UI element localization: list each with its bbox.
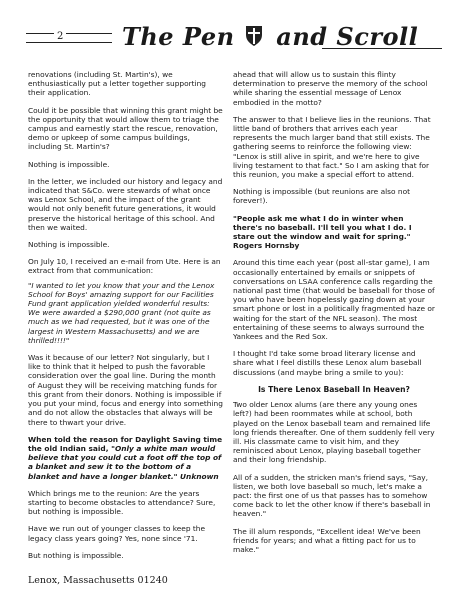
email-quote: "I wanted to let you know that your and the Lenox School for Boys' amazing support for our Facilities Fund grant application yielded wonderful results: We were awarded a $290,000 grant (not quite as much as we had requested, but it was one of the largest in Western Massachusetts) and we are thrilled!!!!" [28, 280, 215, 345]
paragraph: renovations (including St. Martin's), we enthusiastically put a letter together supporting their application. [28, 70, 206, 98]
pull-quote: "People ask me what I do in winter when there's no baseball. I'll tell you what I do. I stare out the window and wait for spring." Rogers Hornsby [233, 213, 412, 251]
footer-address: Lenox, Massachusetts 01240 [28, 575, 168, 586]
paragraph: Two older Lenox alums (are there any young ones left?) had been roommates while at school, both played on the Lenox baseball team and remained life long friends thereafter. One of them suddenly fell very ill. His classmate came to visit him, and they reminisced about Lenox, playing baseball together and their long friendship. [233, 400, 435, 465]
paragraph: Nothing is impossible. [28, 240, 110, 250]
paragraph: The answer to that I believe lies in the reunions. That little band of brothers that arrives each year represents the much larger band that still exists. The gathering seems to reinforce the following view: "Lenox is still alive in spirit, and we're here to give living testament to that fact." So I am asking that for this reunion, you make a special effort to attend. [233, 114, 431, 180]
paragraph: The ill alum responds, "Excellent idea! We've been friends for years; and what a fitting pact for us to make." [233, 526, 421, 554]
masthead [22, 22, 442, 58]
paragraph: Was it because of our letter? Not singularly, but I like to think that it helped to push the favorable consideration over the goal line. During the month of August they will be receiving matching funds for this grant from their donors. Nothing is impossible if you put your mind, focus and energy into something and do not allow the obstacles that always will be there to thwart your drive. [28, 353, 223, 427]
paragraph: Around this time each year (post all-star game), I am occasionally entertained by emails or snippets of conversations on LSAA conference calls regarding the national past time (that would be baseball for those of you who have been hopelessly gazing down at your smart phone or lost in a politically fragmented haze or waiting for the start of the NFL season). The most entertaining of these seems to always surround the Yankees and the Red Sox. [233, 258, 435, 342]
paragraph: But nothing is impossible. [28, 550, 124, 560]
paragraph: On July 10, I received an e-mail from Ute. Here is an extract from that communication: [28, 257, 221, 276]
section-heading: Is There Lenox Baseball In Heaven? [258, 384, 410, 394]
shield-crest-icon [245, 24, 263, 53]
paragraph: Have we run out of younger classes to keep the legacy class years going? Yes, none since '71. [28, 524, 206, 543]
paragraph: ahead that will allow us to sustain this flinty determination to preserve the memory of the school while sharing the essential message of Lenox embodied in the motto? [233, 70, 428, 107]
right-column [233, 70, 435, 560]
paragraph: Nothing is impossible. [28, 159, 110, 169]
pull-quote [28, 435, 223, 481]
header-rule-top [26, 33, 112, 34]
page-number: 2 [54, 31, 66, 42]
left-column [28, 70, 223, 560]
paragraph: I thought I'd take some broad literary license and share what I feel distills these Lenox alum baseball discussions (and maybe bring a smile to you): [233, 349, 422, 377]
title-right: and Scroll [276, 22, 419, 51]
paragraph: In the letter, we included our history and legacy and indicated that S&Co. were stewards of what once was Lenox School, and the impact of the grant would not only benefit future generations, it would preserve the historical heritage of this school. And then we waited. [28, 176, 223, 232]
title-left: The Pen [122, 22, 235, 51]
paragraph: Which brings me to the reunion: Are the years starting to become obstacles to attendance? Sure, but nothing is impossible. [28, 488, 216, 517]
header-rule-bottom [26, 42, 112, 43]
pull-quote-lead: When told the reason for Daylight Saving time the old Indian said, [28, 434, 223, 453]
paragraph: Could it be possible that winning this grant might be the opportunity that would allow them to triage the campus and earnestly start the rescue, renovation, demo or upkeep of some campus buildings, including St. Martin's? [28, 105, 223, 152]
paragraph: Nothing is impossible (but reunions are also not forever!). [233, 187, 410, 206]
pull-quote-text: "Only a white man would believe that you could cut a foot off the top of a blanket and sew it to the bottom of a blanket and have a longer blanket." Unknown [28, 443, 222, 481]
header-rule-right [322, 48, 442, 49]
paragraph: All of a sudden, the stricken man's friend says, "Say, listen, we both love baseball so much, let's make a pact: the first one of us that passes has to somehow come back to let the other know if there's baseball in heaven." [233, 472, 431, 519]
